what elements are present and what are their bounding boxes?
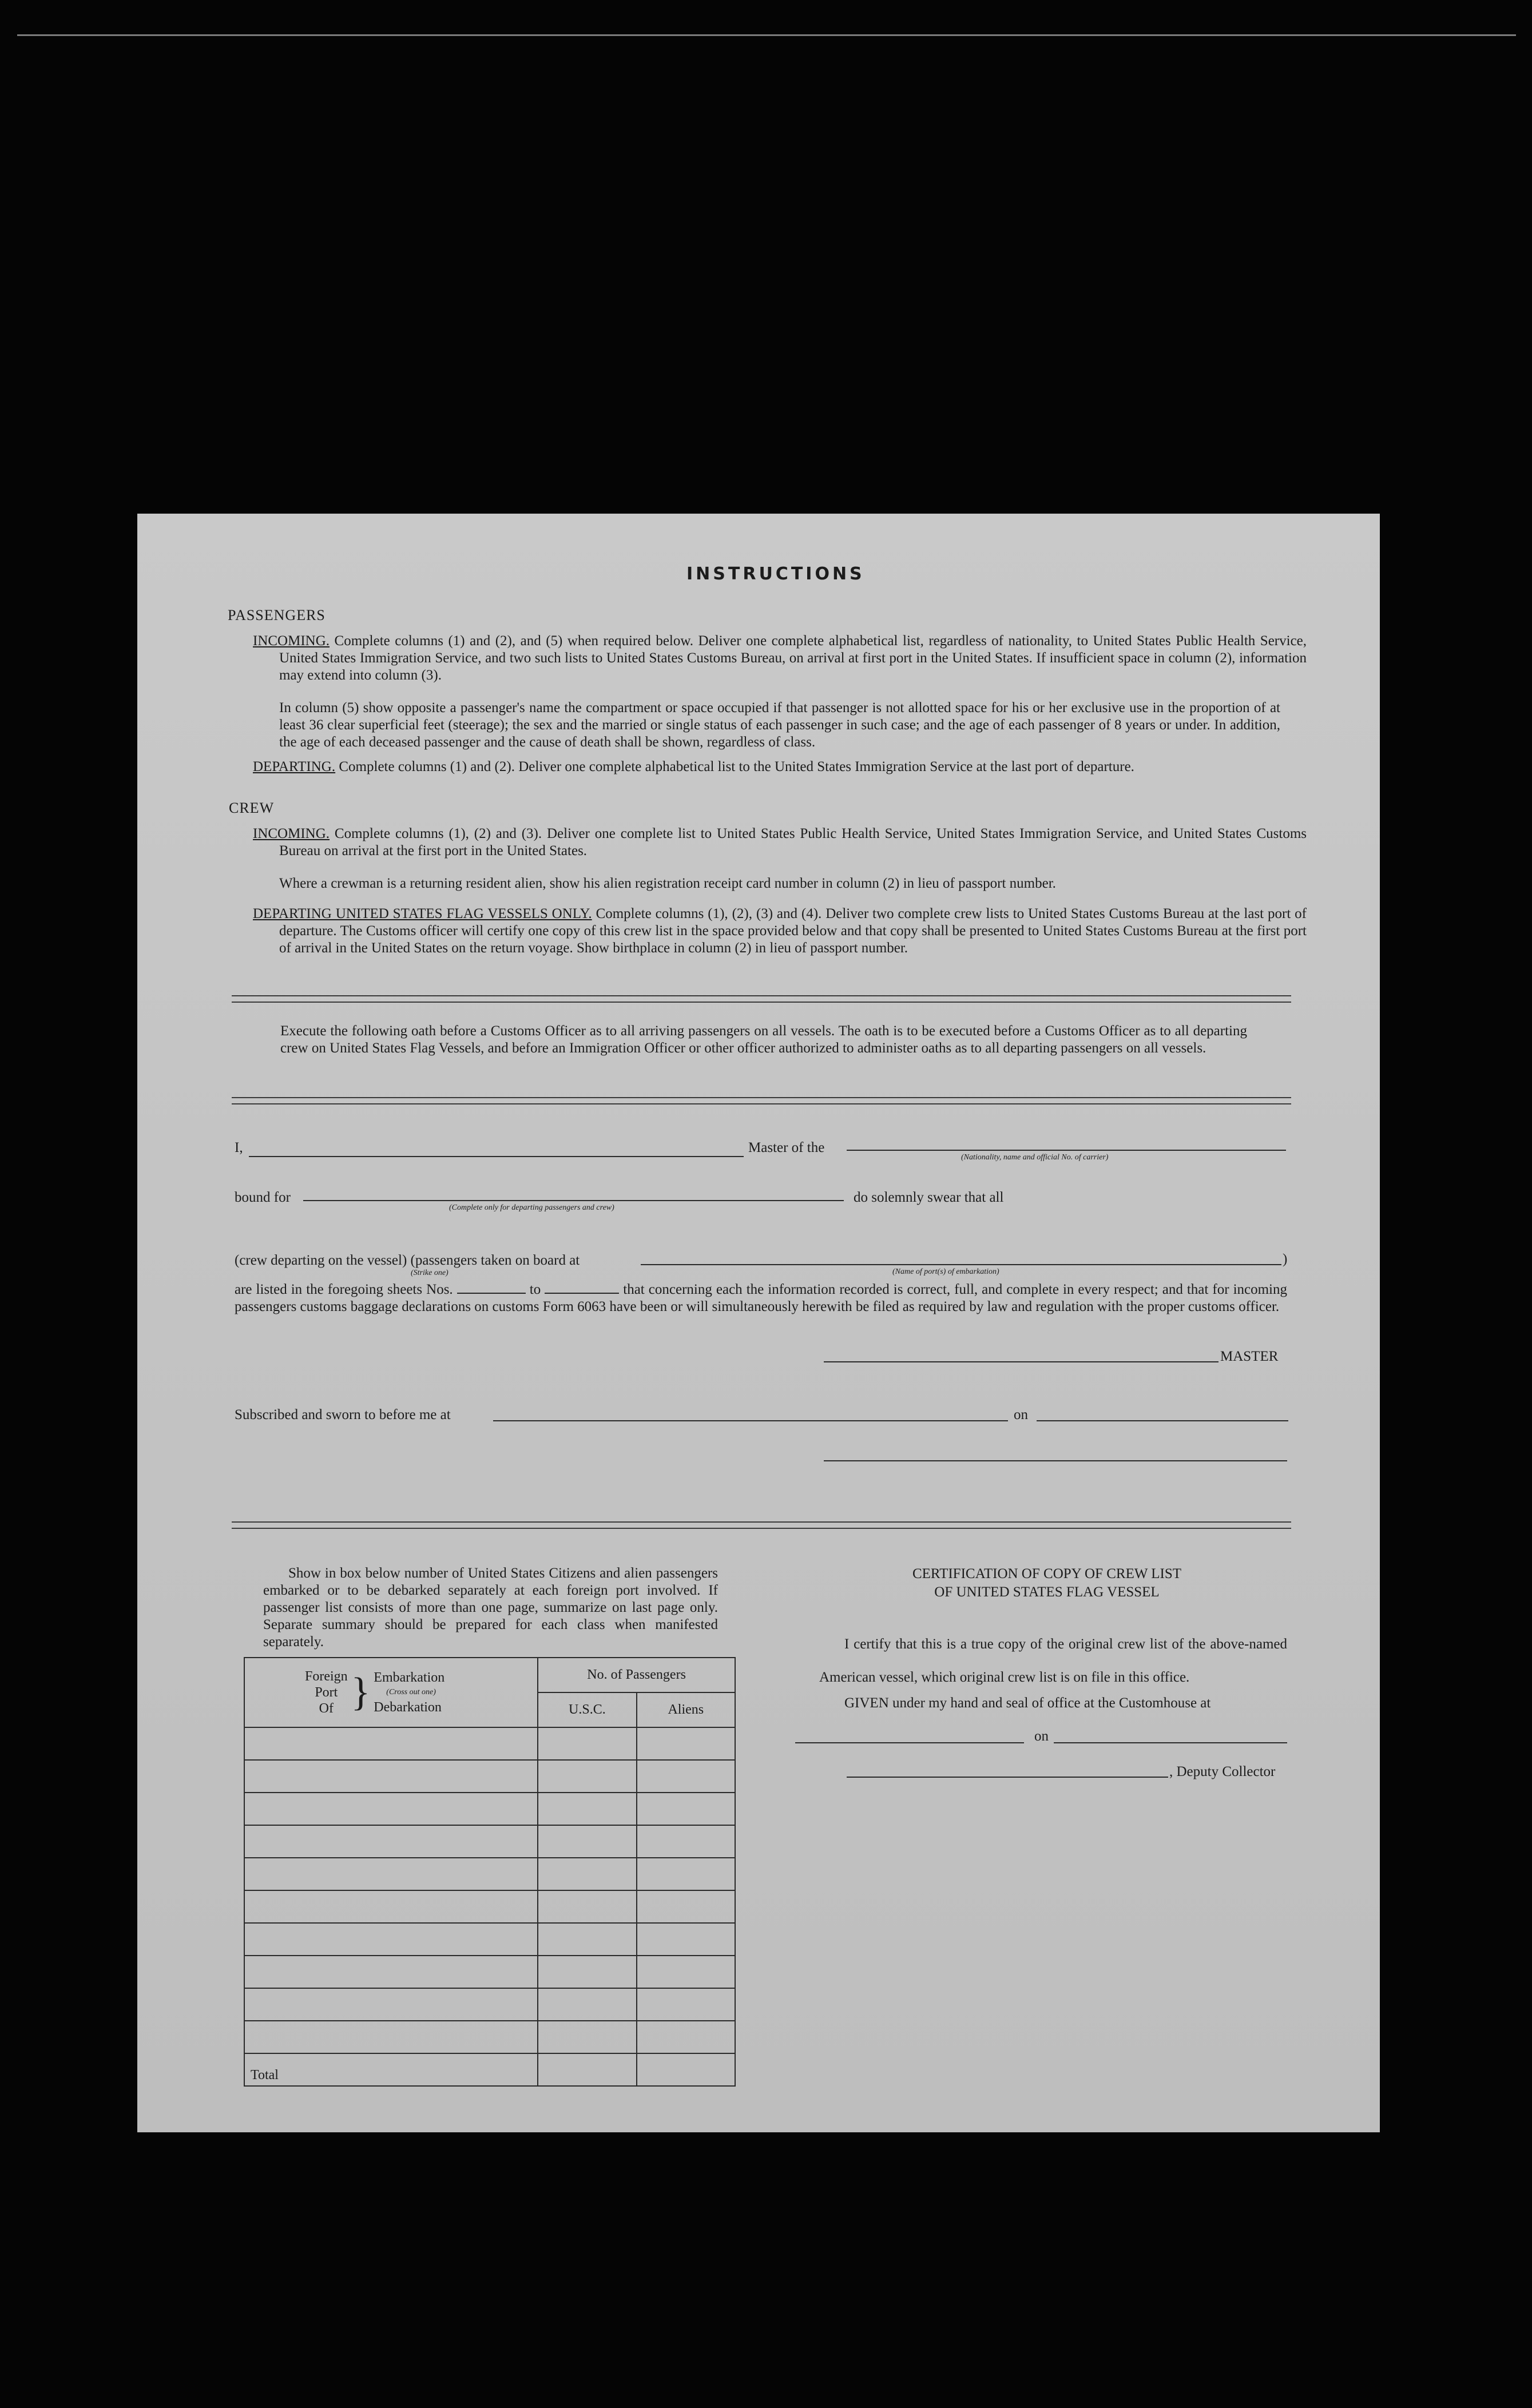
- summary-instruction: Show in box below number of United States Citizens and alien passengers embarked or to be debarked separately at each foreign port involved. If passenger list consists of more than one page, summarize on last page only. Separate summary should be prepared for each class when manifested separately.: [263, 1565, 718, 1650]
- port-label: Port: [315, 1685, 338, 1700]
- deputy-collector-label: , Deputy Collector: [1169, 1764, 1276, 1779]
- no-of-passengers-header: No. of Passengers: [538, 1658, 735, 1692]
- master-signature-field[interactable]: [824, 1361, 1219, 1362]
- listed-prefix: are listed in the foregoing sheets Nos.: [235, 1282, 453, 1297]
- vessel-name-field[interactable]: [847, 1150, 1286, 1151]
- subscribed-label: Subscribed and sworn to before me at: [235, 1407, 451, 1422]
- certification-date-field[interactable]: [1054, 1742, 1287, 1743]
- total-row[interactable]: [244, 2053, 735, 2086]
- sheet-from-field[interactable]: [457, 1293, 526, 1294]
- oath-close-paren: ): [1283, 1251, 1288, 1267]
- crew-departing-lead: DEPARTING UNITED STATES FLAG VESSELS ONLY.: [253, 906, 592, 921]
- crew-incoming-paragraph: [253, 825, 1307, 860]
- bound-for-field[interactable]: [303, 1200, 844, 1201]
- ports-caption: (Name of port(s) of embarkation): [892, 1267, 999, 1276]
- passengers-departing-paragraph: [253, 758, 1294, 776]
- table-row[interactable]: [244, 1890, 735, 1923]
- crew-departing-paragraph: [253, 905, 1307, 957]
- subscribed-date-field[interactable]: [1037, 1420, 1288, 1421]
- cross-out-label: (Cross out one): [386, 1688, 436, 1696]
- passengers-heading: PASSENGERS: [228, 607, 326, 623]
- passengers-departing-text: Complete columns (1) and (2). Deliver one complete alphabetical list to the United States Immigration Service at the last port of departure.: [339, 759, 1134, 774]
- crew-heading: CREW: [229, 800, 275, 816]
- certification-on: on: [1034, 1728, 1049, 1744]
- crew-resident-paragraph: Where a crewman is a returning resident alien, show his alien registration receipt card number in column (2) in lieu of passport number.: [279, 876, 1056, 891]
- double-rule-1: [232, 995, 1291, 1003]
- certification-title-line1: CERTIFICATION OF COPY OF CREW LIST: [912, 1566, 1182, 1582]
- brace-glyph: }: [351, 1670, 371, 1714]
- table-row[interactable]: [244, 1923, 735, 1956]
- port-header-cell: [244, 1658, 538, 1727]
- foreign-label: Foreign: [305, 1669, 348, 1684]
- certify-paragraph: I certify that this is a true copy of the original crew list of the above-named American vessel, which original crew list is on file in this office.: [819, 1636, 1287, 1685]
- table-row[interactable]: [244, 1727, 735, 1760]
- oath-instruction-paragraph: Execute the following oath before a Customs Officer as to all arriving passengers on all vessels. The oath is to be executed before a Customs Officer as to all departing crew on United States Flag Vessels, and before an Immigration Officer or other officer authorized to administer oaths as to all departing passengers on all vessels.: [280, 1023, 1247, 1056]
- bound-for-caption: (Complete only for departing passengers and crew): [449, 1203, 614, 1212]
- of-label: Of: [319, 1701, 334, 1716]
- passengers-incoming-text: Complete columns (1) and (2), and (5) when required below. Deliver one complete alphabetical list, regardless of nationality, to United States Public Health Service, United States Immigration Service, and two such lists to United States Customs Bureau, on arrival at first port in the United States. If insufficient space in column (2), information may extend into column (3).: [279, 633, 1307, 683]
- table-row[interactable]: [244, 1858, 735, 1890]
- instructions-page: [137, 514, 1380, 2132]
- total-label: Total: [244, 2053, 538, 2086]
- customhouse-field[interactable]: [795, 1742, 1024, 1743]
- subscribed-on: on: [1014, 1407, 1028, 1422]
- oath-swear: do solemnly swear that all: [854, 1190, 1004, 1205]
- listed-rest: that concerning each the information recorded is correct, full, and complete in every respect; and that for incoming passengers customs baggage declarations on customs Form 6063 have been or will simultaneously herewith be filed as required by law and regulation with the proper customs officer.: [235, 1282, 1287, 1314]
- passengers-departing-lead: DEPARTING.: [253, 759, 336, 774]
- aliens-header: Aliens: [637, 1692, 735, 1727]
- sheet-to-field[interactable]: [545, 1293, 619, 1294]
- embarkation-label: Embarkation: [374, 1670, 445, 1685]
- table-row[interactable]: [244, 2021, 735, 2053]
- oath-listed-paragraph: [235, 1281, 1287, 1316]
- certification-title: [812, 1565, 1281, 1602]
- vessel-caption: (Nationality, name and official No. of carrier): [961, 1153, 1109, 1162]
- summary-header-row-1: [244, 1658, 735, 1692]
- debarkation-label: Debarkation: [374, 1700, 442, 1715]
- officer-signature-field[interactable]: [824, 1460, 1287, 1461]
- given-text: GIVEN under my hand and seal of office at the Customhouse at: [844, 1695, 1211, 1711]
- double-rule-3: [232, 1521, 1291, 1529]
- table-row[interactable]: [244, 1956, 735, 1988]
- table-row[interactable]: [244, 1988, 735, 2021]
- table-row[interactable]: [244, 1793, 735, 1825]
- double-rule-2: [232, 1097, 1291, 1104]
- subscribed-place-field[interactable]: [493, 1420, 1008, 1421]
- passenger-summary-table: [244, 1657, 736, 2087]
- master-name-field[interactable]: [249, 1156, 744, 1157]
- embarkation-ports-field[interactable]: [641, 1264, 1281, 1265]
- crew-departing-text: Complete columns (1), (2), (3) and (4). Deliver two complete crew lists to United States Customs Bureau at the last port of departure. The Customs officer will certify one copy of this crew list in the space provided below and that copy shall be presented to United States Customs Bureau at the first port of arrival in the United States on the return voyage. Show birthplace in column (2) in lieu of passport number.: [279, 906, 1307, 956]
- oath-bound-for: bound for: [235, 1190, 291, 1205]
- oath-master-of: Master of the: [748, 1140, 825, 1155]
- certification-title-line2: OF UNITED STATES FLAG VESSEL: [934, 1584, 1160, 1600]
- listed-to: to: [529, 1282, 541, 1297]
- scan-edge-line: [17, 34, 1516, 36]
- passengers-column5-paragraph: In column (5) show opposite a passenger's name the compartment or space occupied if that passenger is not allotted space for his or her exclusive use in the proportion of at least 36 clear superficial feet (steerage); the sex and the married or single status of each passenger in such case; and the age of each passenger of 8 years or under. In addition, the age of each deceased passenger and the cause of death shall be shown, regardless of class.: [279, 700, 1280, 750]
- passengers-incoming-paragraph: [253, 633, 1307, 684]
- strike-one-caption: (Strike one): [411, 1269, 449, 1277]
- oath-i-label: I,: [235, 1140, 243, 1155]
- deputy-signature-field[interactable]: [847, 1777, 1168, 1778]
- master-label: MASTER: [1220, 1349, 1279, 1364]
- table-row[interactable]: [244, 1825, 735, 1858]
- table-row[interactable]: [244, 1760, 735, 1793]
- passengers-incoming-lead: INCOMING.: [253, 633, 330, 649]
- oath-crew-passengers: (crew departing on the vessel) (passengers taken on board at: [235, 1253, 580, 1268]
- crew-incoming-lead: INCOMING.: [253, 826, 330, 841]
- usc-header: U.S.C.: [538, 1692, 636, 1727]
- page-title: INSTRUCTIONS: [686, 564, 865, 584]
- crew-incoming-text: Complete columns (1), (2) and (3). Deliver one complete list to United States Public Health Service, United States Immigration Service, and United States Customs Bureau on arrival at the first port in the United States.: [279, 826, 1307, 859]
